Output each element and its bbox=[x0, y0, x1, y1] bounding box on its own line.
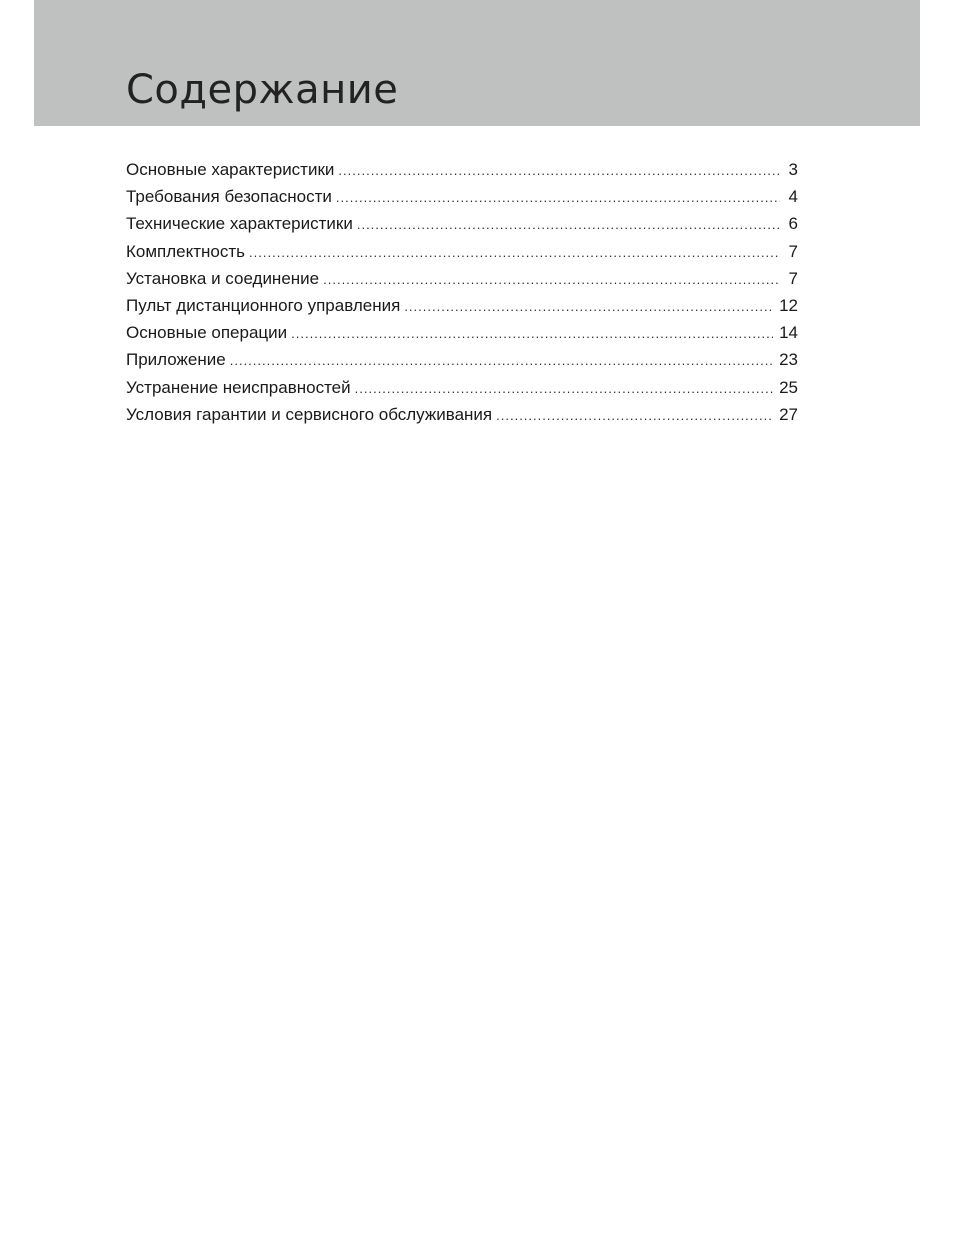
toc-entry[interactable] bbox=[126, 346, 798, 373]
toc-entry[interactable] bbox=[126, 210, 798, 237]
toc-entry-label: Условия гарантии и сервисного обслуживания bbox=[126, 404, 493, 424]
toc-entry[interactable] bbox=[126, 401, 798, 428]
toc-entry[interactable] bbox=[126, 374, 798, 401]
toc-leader-dots bbox=[355, 375, 773, 402]
toc-entry-page: 7 bbox=[788, 268, 798, 288]
toc-entry-label: Основные операции bbox=[126, 323, 288, 343]
toc-entry-label: Установка и соединение bbox=[126, 268, 320, 288]
header-band bbox=[34, 0, 920, 126]
toc-entry-page: 6 bbox=[788, 214, 798, 234]
toc-entry[interactable] bbox=[126, 156, 798, 183]
toc-entry-label: Основные характеристики bbox=[126, 160, 335, 179]
toc-entry-page: 23 bbox=[779, 350, 798, 370]
toc-entry-label: Технические характеристики bbox=[126, 214, 353, 234]
toc-entry-label: Комплектность bbox=[126, 241, 246, 261]
toc-entry-label: Пульт дистанционного управления bbox=[126, 295, 401, 315]
toc-leader-dots bbox=[404, 293, 773, 320]
toc-leader-dots bbox=[323, 266, 780, 293]
page-title: Содержание bbox=[126, 67, 399, 113]
toc-entry-page: 3 bbox=[788, 160, 798, 179]
toc-entry-page: 14 bbox=[779, 323, 798, 343]
toc-leader-dots bbox=[336, 184, 780, 211]
toc-entry-page: 25 bbox=[779, 377, 798, 397]
toc-entry[interactable] bbox=[126, 292, 798, 319]
table-of-contents bbox=[126, 156, 798, 428]
toc-entry[interactable] bbox=[126, 319, 798, 346]
toc-entry-label: Устранение неисправностей bbox=[126, 377, 351, 397]
toc-entry-page: 4 bbox=[788, 187, 798, 207]
toc-leader-dots bbox=[230, 347, 773, 374]
toc-entry-page: 12 bbox=[779, 295, 798, 315]
toc-entry[interactable] bbox=[126, 238, 798, 265]
toc-entry-page: 7 bbox=[788, 241, 798, 261]
toc-entry[interactable] bbox=[126, 183, 798, 210]
toc-leader-dots bbox=[249, 239, 778, 266]
toc-entry-label: Приложение bbox=[126, 350, 226, 370]
toc-entry[interactable] bbox=[126, 265, 798, 292]
toc-entry-page: 27 bbox=[779, 404, 798, 424]
toc-entry-label: Требования безопасности bbox=[126, 187, 332, 207]
toc-leader-dots bbox=[291, 320, 773, 347]
toc-leader-dots bbox=[357, 211, 781, 238]
toc-leader-dots bbox=[496, 402, 773, 429]
toc-leader-dots bbox=[338, 157, 780, 184]
